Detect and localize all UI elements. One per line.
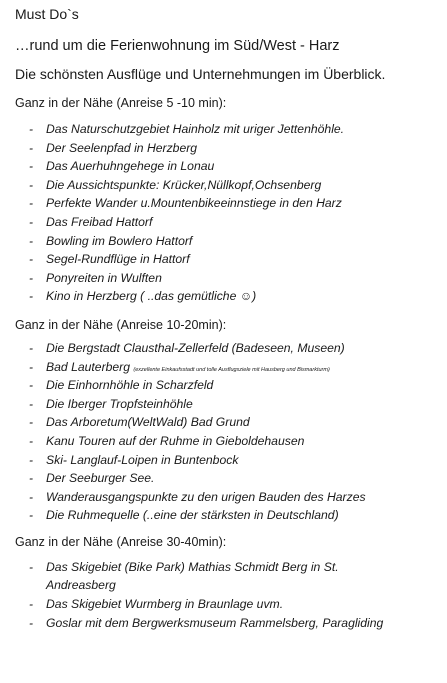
list-item: - Der Seeburger See. xyxy=(29,471,155,486)
list-item: - Wanderausgangspunkte zu den urigen Bauden des Harzes xyxy=(29,489,366,504)
list-item: - Ski- Langlauf-Loipen in Buntenbock xyxy=(29,452,239,467)
list-item: - Das Arboretum(WeltWald) Bad Grund xyxy=(29,415,250,430)
list-item: - Segel-Rundflüge in Hattorf xyxy=(29,252,190,267)
list-item: - Das Naturschutzgebiet Hainholz mit uriger Jettenhöhle. xyxy=(29,122,345,136)
list-item: - Bad Lauterberg (exzellente Einkaufsstadt und tolle Ausflugsziele mit Hausberg und Bismarkturm) xyxy=(29,359,330,374)
list-item: - Das Auerhuhngehege in Lonau xyxy=(29,159,215,174)
document-subtitle: …rund um die Ferienwohnung im Süd/West - Harz xyxy=(15,38,340,54)
lauterberg-note: (exzellente Einkaufsstadt und tolle Ausflugsziele mit Hausberg und Bismarkturm) xyxy=(133,366,330,373)
list-item: - Die Ruhmequelle (..eine der stärksten in Deutschland) xyxy=(29,508,339,523)
list-item: - Das Skigebiet (Bike Park) Mathias Schmidt Berg in St. Andreasberg xyxy=(29,560,339,592)
list-item: - Kino in Herzberg ( ..das gemütliche ☺) xyxy=(29,289,257,304)
list-item: - Die Aussichtspunkte: Krücker,Nüllkopf,Ochsenberg xyxy=(29,177,322,192)
list-item: - Die Iberger Tropfsteinhöhle xyxy=(29,396,193,411)
document-title: Must Do`s xyxy=(15,6,79,22)
list-5-10 xyxy=(0,122,447,308)
document-headline: Die schönsten Ausflüge und Unternehmungen im Überblick. xyxy=(15,66,386,82)
list-item: - Goslar mit dem Bergwerksmuseum Rammelsberg, Paragliding xyxy=(29,615,384,630)
list-item: - Perfekte Wander u.Mountenbikeeinnstiege in den Harz xyxy=(29,196,342,211)
list-item: - Kanu Touren auf der Ruhme in Gieboldehausen xyxy=(29,433,305,448)
section-heading-5-10: Ganz in der Nähe (Anreise 5 -10 min): xyxy=(15,96,227,110)
list-item: - Bowling im Bowlero Hattorf xyxy=(29,233,193,248)
list-30-40 xyxy=(0,560,447,634)
list-item: - Der Seelenpfad in Herzberg xyxy=(29,140,198,155)
list-10-20 xyxy=(0,341,447,527)
section-heading-10-20: Ganz in der Nähe (Anreise 10-20min): xyxy=(15,318,227,332)
list-item: - Die Bergstadt Clausthal-Zellerfeld (Badeseen, Museen) xyxy=(29,341,345,355)
list-item-wrap: Andreasberg xyxy=(46,578,116,592)
list-item: - Die Einhornhöhle in Scharzfeld xyxy=(29,378,214,393)
section-heading-30-40: Ganz in der Nähe (Anreise 30-40min): xyxy=(15,535,227,549)
list-item: - Das Freibad Hattorf xyxy=(29,214,153,229)
list-item: - Ponyreiten in Wulften xyxy=(29,270,162,285)
list-item: - Das Skigebiet Wurmberg in Braunlage uvm. xyxy=(29,597,284,611)
